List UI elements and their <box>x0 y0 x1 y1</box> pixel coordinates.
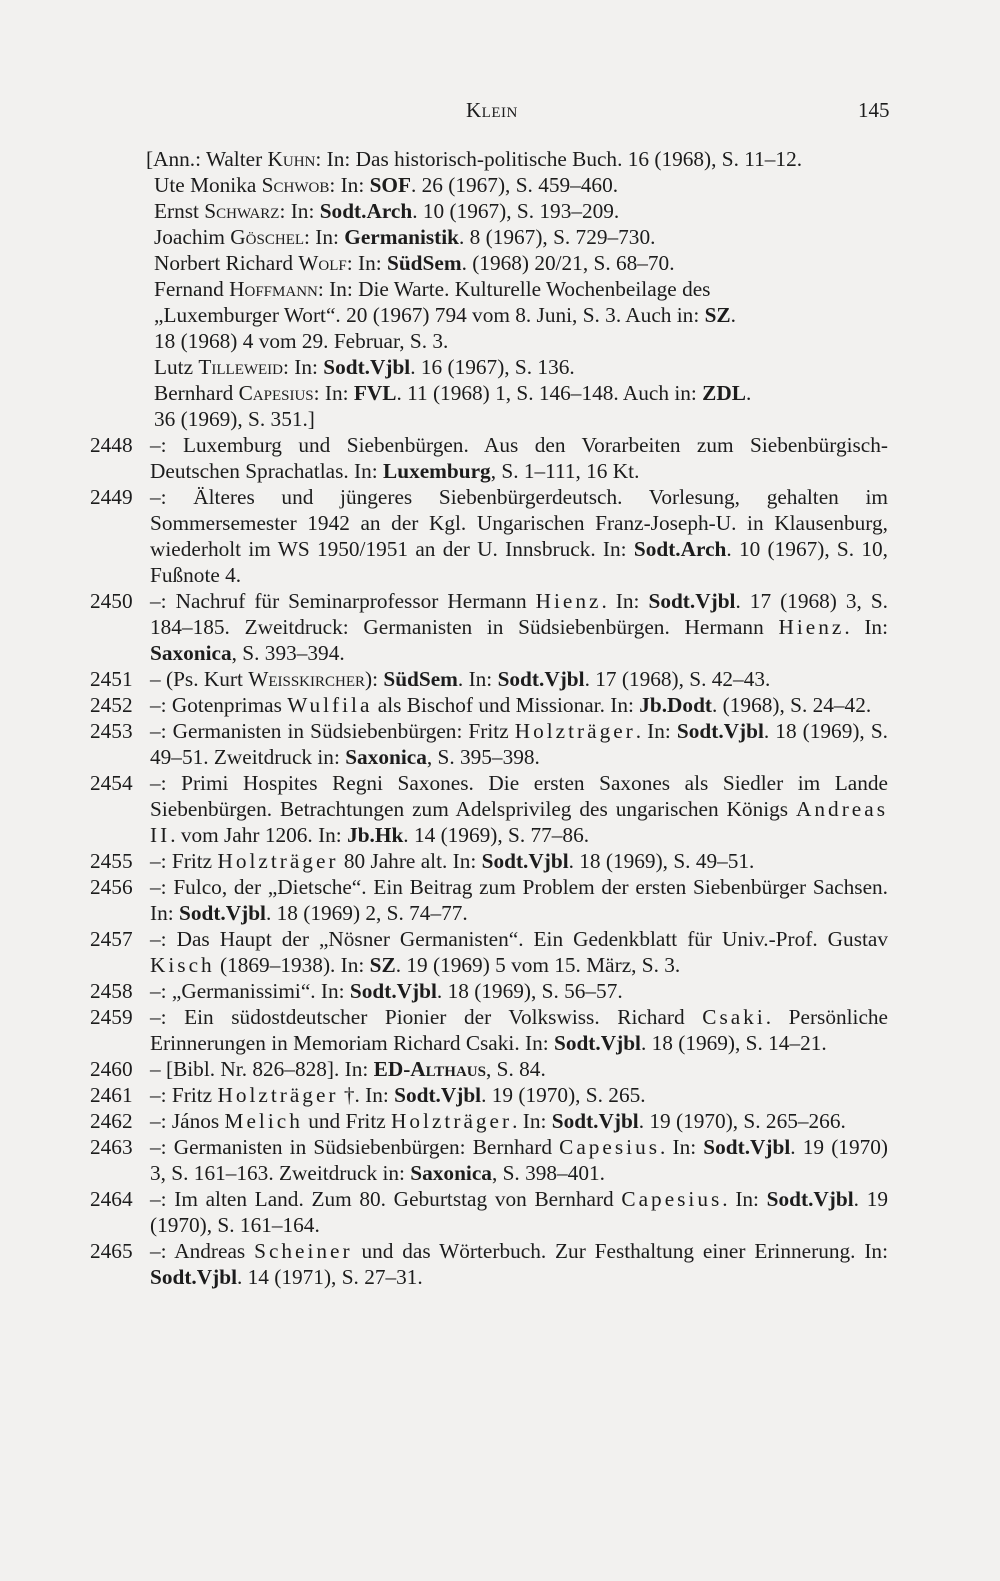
entry-number: 2455 <box>90 849 133 873</box>
entry-text-part: –: Im alten Land. Zum 80. Geburtstag von Bernhard <box>150 1187 622 1211</box>
annotation-block <box>146 146 888 432</box>
entry-text <box>150 1082 888 1108</box>
separator: : In: <box>313 381 354 405</box>
entry-text-part: –: „Germanissimi“. In: <box>150 979 350 1003</box>
entry-text-part: . 14 (1969), S. 77–86. <box>403 823 590 847</box>
annotation-line <box>146 380 888 406</box>
entry-text-part: †. In: <box>338 1083 395 1107</box>
entry-text-part: . 10 (1967), S. 10, Fußnote 4. <box>150 537 888 587</box>
entry-number: 2458 <box>90 979 133 1003</box>
bibliography-entry <box>90 926 888 978</box>
source-title: Saxonica <box>150 641 232 665</box>
annotation-line <box>146 354 888 380</box>
entry-text <box>150 692 888 718</box>
reviewer-first-name: Bernhard <box>154 381 239 405</box>
entry-text-part: –: Älteres und jüngeres Siebenbürgerdeutsch. Vorlesung, gehalten im Sommersemester 1942 an der Kgl. Ungarischen Franz-Joseph-U. in Klausenburg, wiederholt im WS 1950/1951 an der U. Innsbruck. In: <box>150 485 888 561</box>
entry-text <box>150 978 888 1004</box>
entry-text <box>150 1238 888 1290</box>
reviewer-first-name: Lutz <box>154 355 199 379</box>
source-title: ZDL <box>702 381 746 405</box>
entry-text-part: –: Gotenprimas <box>150 693 288 717</box>
entry-number: 2462 <box>90 1109 133 1133</box>
source-title: Jb.Dodt <box>639 693 713 717</box>
bibliography-entry <box>90 588 888 666</box>
entry-text-part: –: Andreas <box>150 1239 255 1263</box>
page-number: 145 <box>858 98 890 122</box>
source-title: SOF <box>369 173 411 197</box>
entry-text <box>150 666 888 692</box>
entry-text-part: . vom Jahr 1206. In: <box>170 823 348 847</box>
entry-text-part: als Bischof und Missionar. In: <box>372 693 640 717</box>
bibliography-entry <box>90 848 888 874</box>
source-title: Sodt.Vjbl <box>349 979 437 1003</box>
source-detail: . 8 (1967), S. 729–730. <box>459 225 656 249</box>
entry-text-part: . 17 (1968) 3, S. 184–185. Zweitdruck: Germanisten in Südsiebenbürgen. Hermann <box>150 589 888 639</box>
annotation-line <box>146 172 888 198</box>
bibliography-entry <box>90 432 888 484</box>
entry-text <box>150 1186 888 1238</box>
source-title: Sodt.Arch <box>319 199 413 223</box>
source-title: Sodt.Vjbl <box>703 1135 791 1159</box>
entry-text <box>150 1134 888 1186</box>
source-title: SüdSem <box>386 251 462 275</box>
source-title: Sodt.Vjbl <box>766 1187 854 1211</box>
entry-text-part: . In: <box>635 719 677 743</box>
source-title: Germanistik <box>344 225 460 249</box>
reviewer-last-name: Wolf <box>298 251 347 275</box>
entry-text-part: . 18 (1969), S. 56–57. <box>436 979 623 1003</box>
source-title: Die Warte. Kulturelle Wochenbeilage des <box>358 277 711 301</box>
spaced-name: Holzträger <box>391 1109 513 1133</box>
reviewer-first-name: Walter <box>205 147 268 171</box>
entry-number: 2449 <box>90 485 133 509</box>
source-title: Sodt.Vjbl <box>676 719 764 743</box>
source-title: Sodt.Vjbl <box>394 1083 482 1107</box>
source-title: Sodt.Vjbl <box>648 589 736 613</box>
entry-text-part: –: János <box>150 1109 225 1133</box>
entry-text <box>150 770 888 848</box>
source-detail: . 11 (1968) 1, S. 146–148. Auch in: <box>396 381 703 405</box>
entry-number: 2464 <box>90 1187 133 1211</box>
spaced-name: Holzträger <box>217 849 339 873</box>
entry-text-part: . 19 (1970) 3, S. 161–163. Zweitdruck in: <box>150 1135 888 1185</box>
bibliography-entry <box>90 1108 888 1134</box>
entry-text-part: . 18 (1969), S. 49–51. Zweitdruck in: <box>150 719 888 769</box>
spaced-name: Capesius <box>559 1135 661 1159</box>
entry-text-part: ): <box>365 667 384 691</box>
entry-text-part: –: Ein südostdeutscher Pionier der Volkswiss. Richard <box>150 1005 703 1029</box>
bibliography-entry <box>90 978 888 1004</box>
source-detail: 16 (1968), S. 11–12. <box>622 147 803 171</box>
entry-text-part: . (1968), S. 24–42. <box>712 693 872 717</box>
source-title: 18 (1968) 4 vom 29. Februar, S. 3. <box>154 329 449 353</box>
bibliography-entry <box>90 666 888 692</box>
separator: : In: <box>283 355 324 379</box>
annotation-line <box>146 146 888 172</box>
entry-number: 2448 <box>90 433 133 457</box>
separator: : In: <box>279 199 320 223</box>
source-title: Sodt.Vjbl <box>497 667 585 691</box>
source-title: Sodt.Vjbl <box>481 849 569 873</box>
entry-text <box>150 1108 888 1134</box>
spaced-name: Scheiner <box>254 1239 353 1263</box>
entry-text-part: (1869–1938). In: <box>214 953 370 977</box>
entry-number: 2453 <box>90 719 133 743</box>
source-title: 36 (1969), S. 351.] <box>154 407 315 431</box>
entry-text <box>150 484 888 588</box>
entry-text-part: 80 Jahre alt. In: <box>338 849 482 873</box>
entry-text-part: –: Das Haupt der „Nösner Germanisten“. Ein Gedenkblatt für Univ.-Prof. Gustav <box>150 927 888 951</box>
annotation-line <box>146 276 888 302</box>
entry-number: 2454 <box>90 771 133 795</box>
source-title: Sodt.Vjbl <box>178 901 266 925</box>
source-title: Althaus <box>410 1057 486 1081</box>
source-title: SZ <box>704 303 731 327</box>
entry-number: 2459 <box>90 1005 133 1029</box>
entry-text <box>150 588 888 666</box>
entry-text <box>150 926 888 978</box>
entry-text-part: . 19 (1969) 5 vom 15. März, S. 3. <box>395 953 681 977</box>
running-head <box>0 96 1000 126</box>
source-title: Das historisch-politische Buch. <box>355 147 623 171</box>
annotation-line <box>146 224 888 250</box>
annotation-line <box>146 198 888 224</box>
bibliography-entry <box>90 1134 888 1186</box>
spaced-name: Melich <box>224 1109 303 1133</box>
reviewer-last-name: Hoffmann <box>229 277 318 301</box>
spaced-name: Capesius <box>621 1187 723 1211</box>
reviewer-last-name: Schwarz <box>204 199 280 223</box>
bibliography-entry <box>90 1004 888 1056</box>
spaced-name: Wulfila <box>287 693 373 717</box>
annotation-line <box>146 250 888 276</box>
entry-text-part: , S. 395–398. <box>426 745 540 769</box>
source-title: Saxonica <box>410 1161 492 1185</box>
entry-text-part: –: Germanisten in Südsiebenbürgen: Fritz <box>150 719 515 743</box>
reviewer-first-name: Ute Monika <box>154 173 262 197</box>
reviewer-first-name: Joachim <box>154 225 231 249</box>
entry-text-part: –: Primi Hospites Regni Saxones. Die ersten Saxones als Siedler im Lande Siebenbürgen. Betrachtungen zum Adelsprivileg des ungarischen Königs <box>150 771 888 821</box>
spaced-name: Holzträger <box>514 719 636 743</box>
reviewer-first-name: Norbert Richard <box>154 251 299 275</box>
entry-text-part: . 18 (1969) 2, S. 74–77. <box>265 901 468 925</box>
bibliography-entry <box>90 874 888 926</box>
source-detail: . <box>745 381 752 405</box>
separator: : In: <box>346 251 387 275</box>
entry-text <box>150 718 888 770</box>
entry-text-part: . 19 (1970), S. 265–266. <box>638 1109 846 1133</box>
small-caps-name: Weisskircher <box>248 667 365 691</box>
running-head-title: Klein <box>466 98 518 122</box>
source-detail: . 26 (1967), S. 459–460. <box>411 173 619 197</box>
entry-number: 2450 <box>90 589 133 613</box>
entry-text-part: . 18 (1969), S. 49–51. <box>568 849 755 873</box>
entry-text-part: . 14 (1971), S. 27–31. <box>237 1265 423 1289</box>
source-title: „Luxemburger Wort“. 20 (1967) 794 vom 8. Juni, S. 3. Auch in: <box>154 303 705 327</box>
reviewer-last-name: Schwob <box>261 173 330 197</box>
entry-text-part: . 19 (1970), S. 265. <box>481 1083 646 1107</box>
spaced-name: Hienz <box>778 615 845 639</box>
source-title: Luxemburg <box>383 459 491 483</box>
entry-text <box>150 848 888 874</box>
entry-number: 2463 <box>90 1135 133 1159</box>
spaced-name: Csaki <box>702 1005 766 1029</box>
bibliography-entry <box>90 718 888 770</box>
source-detail: . (1968) 20/21, S. 68–70. <box>461 251 675 275</box>
entry-text-part: , S. 398–401. <box>491 1161 605 1185</box>
source-title: SZ <box>369 953 396 977</box>
source-title: Sodt.Vjbl <box>551 1109 639 1133</box>
entry-text-part: –: Luxemburg und Siebenbürgen. Aus den Vorarbeiten zum Siebenbürgisch-Deutschen Sprachatlas. In: <box>150 433 888 483</box>
annotation-line <box>146 406 888 432</box>
source-title: FVL <box>353 381 397 405</box>
entry-number: 2451 <box>90 667 133 691</box>
entry-text-part: . Persönliche Erinnerungen in Memoriam Richard Csaki. In: <box>150 1005 889 1055</box>
bibliography-entries <box>90 432 888 1290</box>
source-title: Sodt.Vjbl <box>150 1265 237 1289</box>
source-title: Sodt.Vjbl <box>323 355 411 379</box>
entry-text-part: –: Fritz <box>150 1083 218 1107</box>
reviewer-last-name: Capesius <box>238 381 314 405</box>
spaced-name: Holzträger <box>217 1083 339 1107</box>
reviewer-first-name: Ernst <box>154 199 205 223</box>
bibliography-entry <box>90 1056 888 1082</box>
entry-text-part: . 17 (1968), S. 42–43. <box>584 667 771 691</box>
entry-number: 2456 <box>90 875 133 899</box>
entry-text-part: . In: <box>601 589 649 613</box>
entry-text <box>150 874 888 926</box>
source-title: ED- <box>373 1057 411 1081</box>
bibliography-entry <box>90 770 888 848</box>
spaced-name: Andreas II <box>150 797 888 847</box>
entry-text-part: , S. 1–111, 16 Kt. <box>490 459 640 483</box>
entry-number: 2457 <box>90 927 133 951</box>
separator: : In: <box>304 225 345 249</box>
bibliography-entry <box>90 1186 888 1238</box>
reviewer-first-name: Fernand <box>154 277 230 301</box>
annotation-line <box>146 302 888 328</box>
bibliography-entry <box>90 1238 888 1290</box>
spaced-name: Kisch <box>150 953 215 977</box>
source-detail: . <box>730 303 736 327</box>
entry-text-part: . 18 (1969), S. 14–21. <box>640 1031 827 1055</box>
source-detail: . 10 (1967), S. 193–209. <box>412 199 620 223</box>
entry-text-part: – (Ps. Kurt <box>150 667 249 691</box>
entry-text-part: –: Nachruf für Seminarprofessor Hermann <box>150 589 536 613</box>
source-title: Saxonica <box>345 745 427 769</box>
entry-text-part: . In: <box>457 667 498 691</box>
reviewer-last-name: Tilleweid <box>198 355 283 379</box>
annotation-open: [Ann.: <box>146 147 206 171</box>
entry-text-part: und Fritz <box>302 1109 392 1133</box>
entry-text-part: –: Fritz <box>150 849 218 873</box>
reviewer-last-name: Göschel <box>230 225 305 249</box>
entry-number: 2461 <box>90 1083 133 1107</box>
entry-text <box>150 432 888 484</box>
separator: : In: <box>315 147 356 171</box>
entry-text-part: . 19 (1970), S. 161–164. <box>150 1187 888 1237</box>
annotation-line <box>146 328 888 354</box>
source-title: Sodt.Arch <box>633 537 727 561</box>
spaced-name: Hienz <box>535 589 602 613</box>
separator: : In: <box>317 277 359 301</box>
source-title: SüdSem <box>383 667 458 691</box>
reviewer-last-name: Kuhn <box>267 147 316 171</box>
entry-text-part: . In: <box>660 1135 704 1159</box>
separator: : In: <box>329 173 370 197</box>
bibliography-text <box>90 146 888 1290</box>
entry-number: 2452 <box>90 693 133 717</box>
entry-text <box>150 1004 888 1056</box>
entry-text-part: . In: <box>844 615 889 639</box>
entry-text-part: –: Germanisten in Südsiebenbürgen: Bernhard <box>150 1135 560 1159</box>
entry-number: 2465 <box>90 1239 133 1263</box>
entry-text <box>150 1056 888 1082</box>
entry-text-part: –: Fulco, der „Dietsche“. Ein Beitrag zum Problem der ersten Siebenbürger Sachsen. In: <box>150 875 888 925</box>
entry-text-part: , S. 84. <box>486 1057 546 1081</box>
source-title: Sodt.Vjbl <box>553 1031 641 1055</box>
bibliography-entry <box>90 692 888 718</box>
bibliography-entry <box>90 1082 888 1108</box>
entry-text-part: . In: <box>512 1109 552 1133</box>
entry-text-part: . In: <box>722 1187 767 1211</box>
entry-number: 2460 <box>90 1057 133 1081</box>
source-title: Jb.Hk <box>347 823 404 847</box>
entry-text-part: , S. 393–394. <box>231 641 345 665</box>
bibliography-entry <box>90 484 888 588</box>
source-detail: . 16 (1967), S. 136. <box>410 355 575 379</box>
entry-text-part: – [Bibl. Nr. 826–828]. In: <box>150 1057 374 1081</box>
entry-text-part: und das Wörterbuch. Zur Festhaltung einer Erinnerung. In: <box>352 1239 888 1263</box>
